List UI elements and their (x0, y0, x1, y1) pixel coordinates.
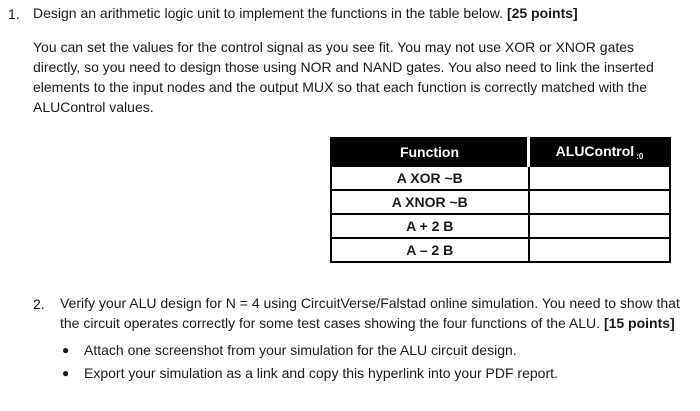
header-function: Function (331, 138, 529, 166)
question-2-body: Verify your ALU design for N = 4 using CircuitVerse/Falstad online simulation. You need to show that the circuit operates correctly for some test cases showing the four functions of the ALU. (60, 295, 680, 331)
question-1-points: [25 points] (506, 5, 578, 21)
table-row (331, 190, 670, 214)
function-cell: A + 2 B (331, 214, 529, 238)
header-alucontrol-subscript: :0 (636, 152, 644, 162)
question-1-number: 1. (8, 6, 20, 22)
alucontrol-cell (529, 166, 671, 190)
alucontrol-cell (529, 190, 671, 214)
question-2-text (60, 293, 690, 333)
bullet-icon: ● (62, 366, 70, 380)
question-2-points: [15 points] (603, 315, 675, 331)
function-cell: A – 2 B (331, 238, 529, 262)
question-2-bullet-list (62, 340, 558, 386)
list-item-text: Attach one screenshot from your simulation for the ALU circuit design. (84, 342, 517, 358)
question-2-number: 2. (33, 296, 45, 312)
question-1-title-text: Design an arithmetic logic unit to implement the functions in the table below. (33, 5, 504, 21)
function-table (330, 137, 671, 263)
table-row (331, 238, 670, 262)
alucontrol-cell (529, 214, 671, 238)
list-item (62, 340, 558, 360)
question-1-paragraph: You can set the values for the control signal as you see fit. You may not use XOR or XNOR gates directly, so you need to design those using NOR and NAND gates. You also need to link the inserted elements to the input nodes and the output MUX so that each function is correctly matched with the ALUControl values. (33, 39, 654, 115)
header-alucontrol (529, 138, 671, 166)
table-row (331, 214, 670, 238)
table-header-row (331, 138, 670, 166)
question-1-title (33, 3, 693, 23)
alucontrol-cell (529, 238, 671, 262)
list-item-text: Export your simulation as a link and copy this hyperlink into your PDF report. (84, 365, 558, 381)
list-item (62, 363, 558, 383)
function-cell: A XOR ~B (331, 166, 529, 190)
function-cell: A XNOR ~B (331, 190, 529, 214)
table-row (331, 166, 670, 190)
header-alucontrol-label: ALUControl (555, 142, 635, 159)
bullet-icon: ● (62, 343, 70, 357)
